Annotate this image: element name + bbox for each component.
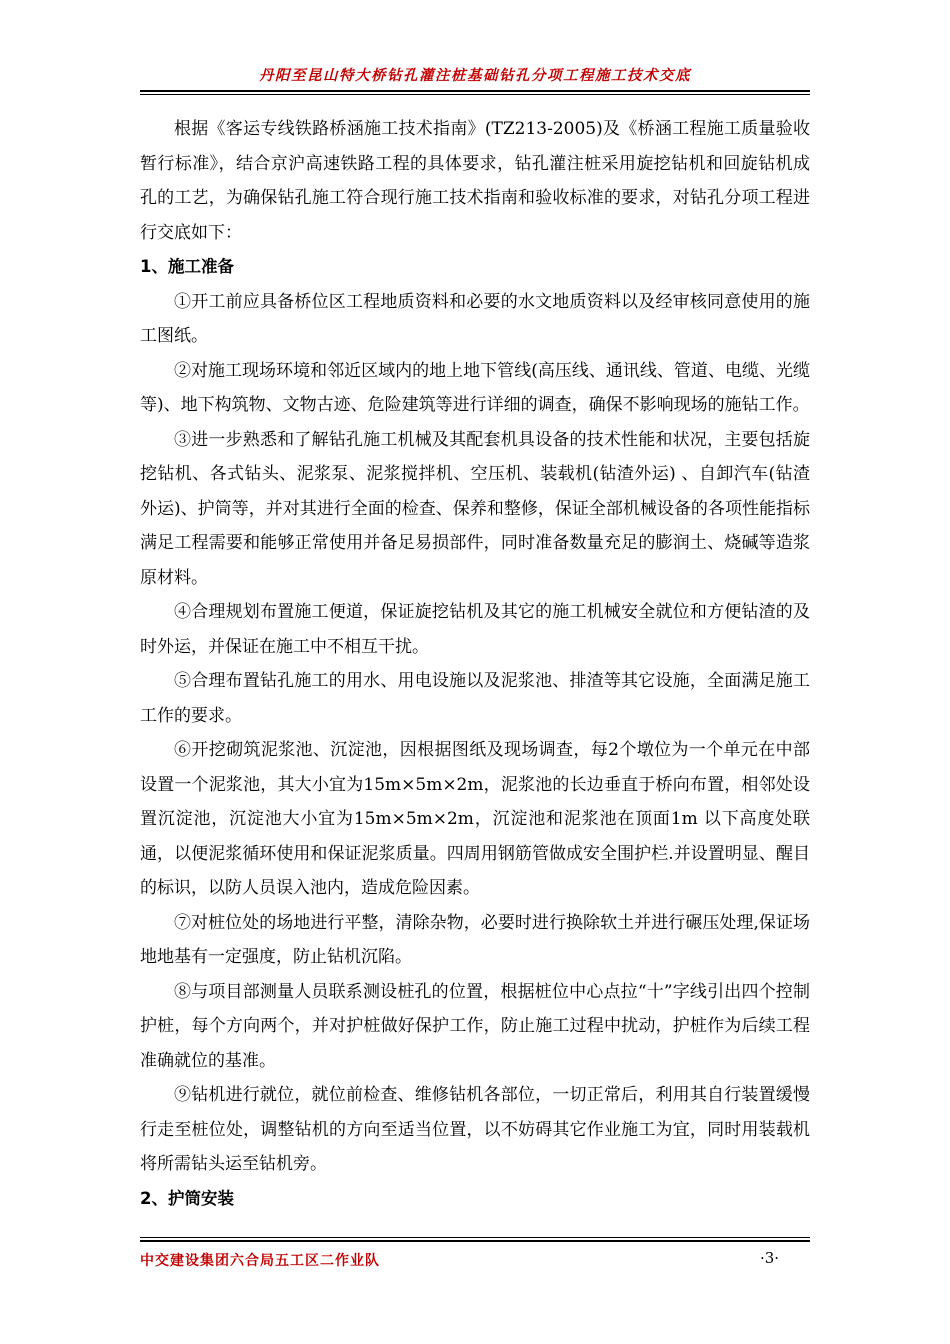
- page-number: ·3·: [760, 1249, 780, 1267]
- list-item: ⑤合理布置钻孔施工的用水、用电设施以及泥浆池、排渣等其它设施，全面满足施工工作的要求。: [140, 671, 810, 726]
- list-item: ②对施工现场环境和邻近区域内的地上地下管线(高压线、通讯线、管道、电缆、光缆等)、地下构筑物、文物古迹、危险建筑等进行详细的调查，确保不影响现场的施钻工作。: [140, 360, 810, 415]
- intro-paragraph: 根据《客运专线铁路桥涵施工技术指南》(TZ213-2005)及《桥涵工程施工质量验收暂行标准》，结合京沪高速铁路工程的具体要求，钻孔灌注桩采用旋挖钻机和回旋钻机成孔的工艺，为确保钻孔施工符合现行施工技术指南和验收标准的要求，对钻孔分项工程进行交底如下：: [140, 119, 810, 243]
- footer-rule-thick: [140, 1240, 810, 1242]
- list-item: ⑧与项目部测量人员联系测设桩孔的位置，根据桩位中心点拉“十”字线引出四个控制护桩，每个方向两个，并对护桩做好保护工作，防止施工过程中扰动，护桩作为后续工程准确就位的基准。: [140, 981, 810, 1071]
- section-heading-2: 2、护筒安装: [140, 1188, 234, 1208]
- list-item: ⑨钻机进行就位，就位前检查、维修钻机各部位，一切正常后，利用其自行装置缓慢行走至桩位处，调整钻机的方向至适当位置，以不妨碍其它作业施工为宜，同时用装载机将所需钻头运至钻机旁。: [140, 1085, 810, 1174]
- page-header: [140, 64, 810, 85]
- list-item: ⑥开挖砌筑泥浆池、沉淀池，因根据图纸及现场调查，每2个墩位为一个单元在中部设置一个泥浆池，其大小宜为15m×5m×2m，泥浆池的长边垂直于桥向布置，相邻处设置沉淀池，沉淀池大小宜为15m×5m×2m，沉淀池和泥浆池在顶面1m 以下高度处联通，以便泥浆循环使用和保证泥浆质量。四周用钢筋管做成安全围护栏.并设置明显、醒目的标识，以防人员误入池内，造成危险因素。: [140, 740, 810, 898]
- header-rule-thick: [140, 90, 810, 92]
- footer-organization: 中交建设集团六合局五工区二作业队: [140, 1253, 380, 1269]
- document-body: [140, 112, 810, 1216]
- section-heading-1: 1、施工准备: [140, 257, 234, 276]
- footer-rule-thin: [140, 1237, 810, 1238]
- header-title: 丹阳至昆山特大桥钻孔灌注桩基础钻孔分项工程施工技术交底: [259, 68, 691, 84]
- list-item: ④合理规划布置施工便道，保证旋挖钻机及其它的施工机械安全就位和方便钻渣的及时外运，并保证在施工中不相互干扰。: [140, 602, 810, 657]
- list-item: ①开工前应具备桥位区工程地质资料和必要的水文地质资料以及经审核同意使用的施工图纸。: [140, 291, 810, 346]
- list-item: ③进一步熟悉和了解钻孔施工机械及其配套机具设备的技术性能和状况，主要包括旋挖钻机、各式钻头、泥浆泵、泥浆搅拌机、空压机、装载机(钻渣外运) 、自卸汽车(钻渣外运)、护筒等，并对其进行全面的检查、保养和整修，保证全部机械设备的各项性能指标满足工程需要和能够正常使用并备足易损部件，同时准备数量充足的膨润土、烧碱等造浆原材料。: [140, 429, 810, 588]
- list-item: ⑦对桩位处的场地进行平整，清除杂物，必要时进行换除软土并进行碾压处理,保证场地地基有一定强度，防止钻机沉陷。: [140, 912, 810, 967]
- header-rule-thin: [140, 94, 810, 95]
